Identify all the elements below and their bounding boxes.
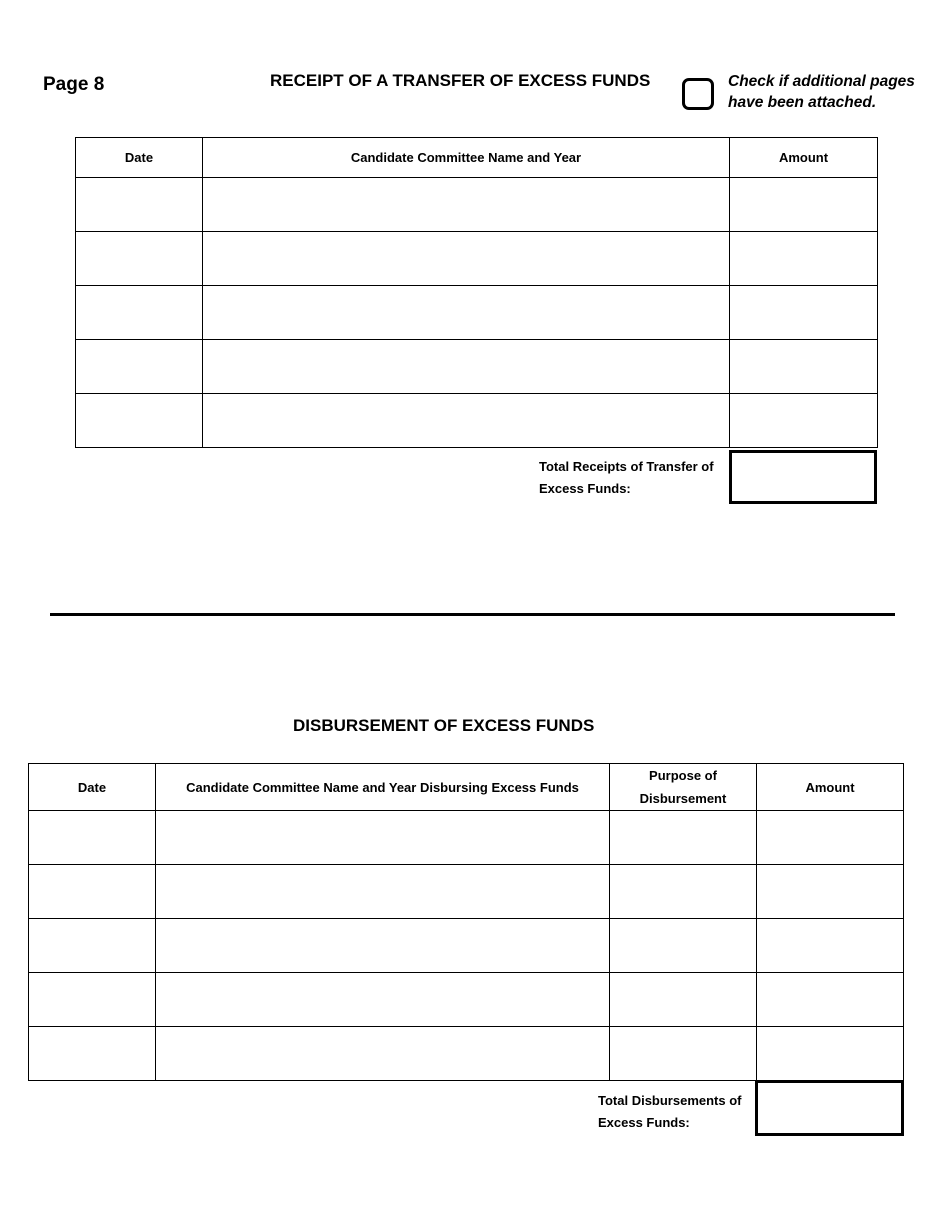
receipt-date-input[interactable]	[76, 340, 202, 393]
disbursement-committee-input[interactable]	[156, 811, 609, 864]
receipt-committee-cell[interactable]	[203, 286, 730, 340]
disbursement-purpose-input[interactable]	[610, 973, 756, 1026]
receipt-committee-cell[interactable]	[203, 394, 730, 448]
total-receipts-label-line2: Excess Funds:	[539, 481, 631, 496]
disbursement-purpose-input[interactable]	[610, 811, 756, 864]
total-disbursements-input[interactable]	[758, 1083, 901, 1133]
disbursement-committee-input[interactable]	[156, 865, 609, 918]
table-row	[29, 973, 904, 1027]
receipt-date-cell[interactable]	[76, 340, 203, 394]
receipt-date-cell[interactable]	[76, 394, 203, 448]
disbursements-date-header: Date	[29, 764, 156, 811]
table-row	[29, 919, 904, 973]
disbursement-amount-cell[interactable]	[757, 1027, 904, 1081]
disbursement-date-cell[interactable]	[29, 865, 156, 919]
disbursement-purpose-cell[interactable]	[610, 811, 757, 865]
disbursements-amount-header: Amount	[757, 764, 904, 811]
receipts-header-row	[76, 138, 878, 178]
disbursement-date-input[interactable]	[29, 1027, 155, 1080]
disbursement-amount-input[interactable]	[757, 865, 903, 918]
disbursement-committee-cell[interactable]	[156, 811, 610, 865]
disbursement-committee-input[interactable]	[156, 973, 609, 1026]
disbursement-amount-input[interactable]	[757, 973, 903, 1026]
disbursement-date-cell[interactable]	[29, 811, 156, 865]
total-disbursements-label	[598, 1090, 742, 1134]
receipt-committee-input[interactable]	[203, 232, 729, 285]
total-receipts-label	[539, 456, 714, 500]
disbursement-amount-input[interactable]	[757, 1027, 903, 1080]
receipt-committee-input[interactable]	[203, 394, 729, 447]
total-disbursements-label-line2: Excess Funds:	[598, 1115, 690, 1130]
table-row	[29, 1027, 904, 1081]
disbursement-committee-input[interactable]	[156, 1027, 609, 1080]
table-row	[76, 232, 878, 286]
receipt-amount-input[interactable]	[730, 340, 877, 393]
disbursement-committee-cell[interactable]	[156, 865, 610, 919]
additional-pages-note-line1: Check if additional pages	[728, 73, 915, 90]
disbursement-amount-cell[interactable]	[757, 919, 904, 973]
disbursement-amount-cell[interactable]	[757, 973, 904, 1027]
purpose-header-line2: Disbursement	[639, 791, 727, 806]
disbursement-committee-cell[interactable]	[156, 973, 610, 1027]
receipt-committee-cell[interactable]	[203, 178, 730, 232]
disbursement-committee-input[interactable]	[156, 919, 609, 972]
receipt-committee-cell[interactable]	[203, 340, 730, 394]
receipt-amount-cell[interactable]	[730, 286, 878, 340]
disbursement-date-input[interactable]	[29, 865, 155, 918]
receipt-amount-input[interactable]	[730, 286, 877, 339]
receipt-committee-input[interactable]	[203, 178, 729, 231]
total-disbursements-label-line1: Total Disbursements of	[598, 1093, 742, 1108]
disbursement-purpose-cell[interactable]	[610, 973, 757, 1027]
disbursement-purpose-cell[interactable]	[610, 865, 757, 919]
receipt-date-cell[interactable]	[76, 178, 203, 232]
receipt-date-input[interactable]	[76, 232, 202, 285]
disbursement-date-input[interactable]	[29, 973, 155, 1026]
receipts-committee-header: Candidate Committee Name and Year	[203, 138, 730, 178]
receipt-committee-input[interactable]	[203, 286, 729, 339]
receipt-amount-cell[interactable]	[730, 232, 878, 286]
disbursement-committee-cell[interactable]	[156, 1027, 610, 1081]
disbursements-committee-header: Candidate Committee Name and Year Disbursing Excess Funds	[156, 764, 610, 811]
purpose-header-line1: Purpose of	[649, 768, 717, 783]
disbursements-purpose-header	[610, 764, 757, 811]
section-divider	[50, 613, 895, 616]
disbursement-amount-cell[interactable]	[757, 811, 904, 865]
total-receipts-box[interactable]	[729, 450, 877, 504]
table-row	[76, 394, 878, 448]
table-row	[29, 865, 904, 919]
receipt-date-input[interactable]	[76, 178, 202, 231]
receipts-amount-header: Amount	[730, 138, 878, 178]
table-row	[76, 178, 878, 232]
disbursement-committee-cell[interactable]	[156, 919, 610, 973]
additional-pages-note-line2: have been attached.	[728, 94, 877, 111]
table-row	[76, 340, 878, 394]
disbursement-date-cell[interactable]	[29, 1027, 156, 1081]
receipt-date-input[interactable]	[76, 394, 202, 447]
additional-pages-note	[728, 71, 915, 113]
total-receipts-label-line1: Total Receipts of Transfer of	[539, 459, 714, 474]
disbursement-purpose-cell[interactable]	[610, 919, 757, 973]
receipt-amount-cell[interactable]	[730, 394, 878, 448]
table-row	[29, 811, 904, 865]
total-receipts-input[interactable]	[732, 453, 874, 501]
disbursements-section-title: DISBURSEMENT OF EXCESS FUNDS	[293, 716, 595, 735]
disbursement-date-cell[interactable]	[29, 973, 156, 1027]
disbursement-amount-input[interactable]	[757, 811, 903, 864]
receipt-date-cell[interactable]	[76, 232, 203, 286]
receipt-committee-input[interactable]	[203, 340, 729, 393]
disbursement-purpose-input[interactable]	[610, 1027, 756, 1080]
receipt-amount-input[interactable]	[730, 178, 877, 231]
receipt-amount-cell[interactable]	[730, 340, 878, 394]
receipt-amount-input[interactable]	[730, 232, 877, 285]
disbursement-date-input[interactable]	[29, 919, 155, 972]
receipts-date-header: Date	[76, 138, 203, 178]
disbursement-amount-input[interactable]	[757, 919, 903, 972]
disbursements-table	[28, 763, 904, 1081]
page-number: Page 8	[43, 74, 105, 95]
receipts-section-title: RECEIPT OF A TRANSFER OF EXCESS FUNDS	[270, 71, 651, 90]
disbursement-amount-cell[interactable]	[757, 865, 904, 919]
total-disbursements-box[interactable]	[755, 1080, 904, 1136]
receipt-date-cell[interactable]	[76, 286, 203, 340]
additional-pages-checkbox[interactable]	[682, 78, 714, 110]
disbursement-purpose-input[interactable]	[610, 919, 756, 972]
receipt-committee-cell[interactable]	[203, 232, 730, 286]
receipt-amount-cell[interactable]	[730, 178, 878, 232]
disbursement-date-input[interactable]	[29, 811, 155, 864]
disbursement-date-cell[interactable]	[29, 919, 156, 973]
receipt-amount-input[interactable]	[730, 394, 877, 447]
disbursements-header-row	[29, 764, 904, 811]
receipts-table	[75, 137, 878, 448]
disbursement-purpose-input[interactable]	[610, 865, 756, 918]
disbursement-purpose-cell[interactable]	[610, 1027, 757, 1081]
receipt-date-input[interactable]	[76, 286, 202, 339]
table-row	[76, 286, 878, 340]
